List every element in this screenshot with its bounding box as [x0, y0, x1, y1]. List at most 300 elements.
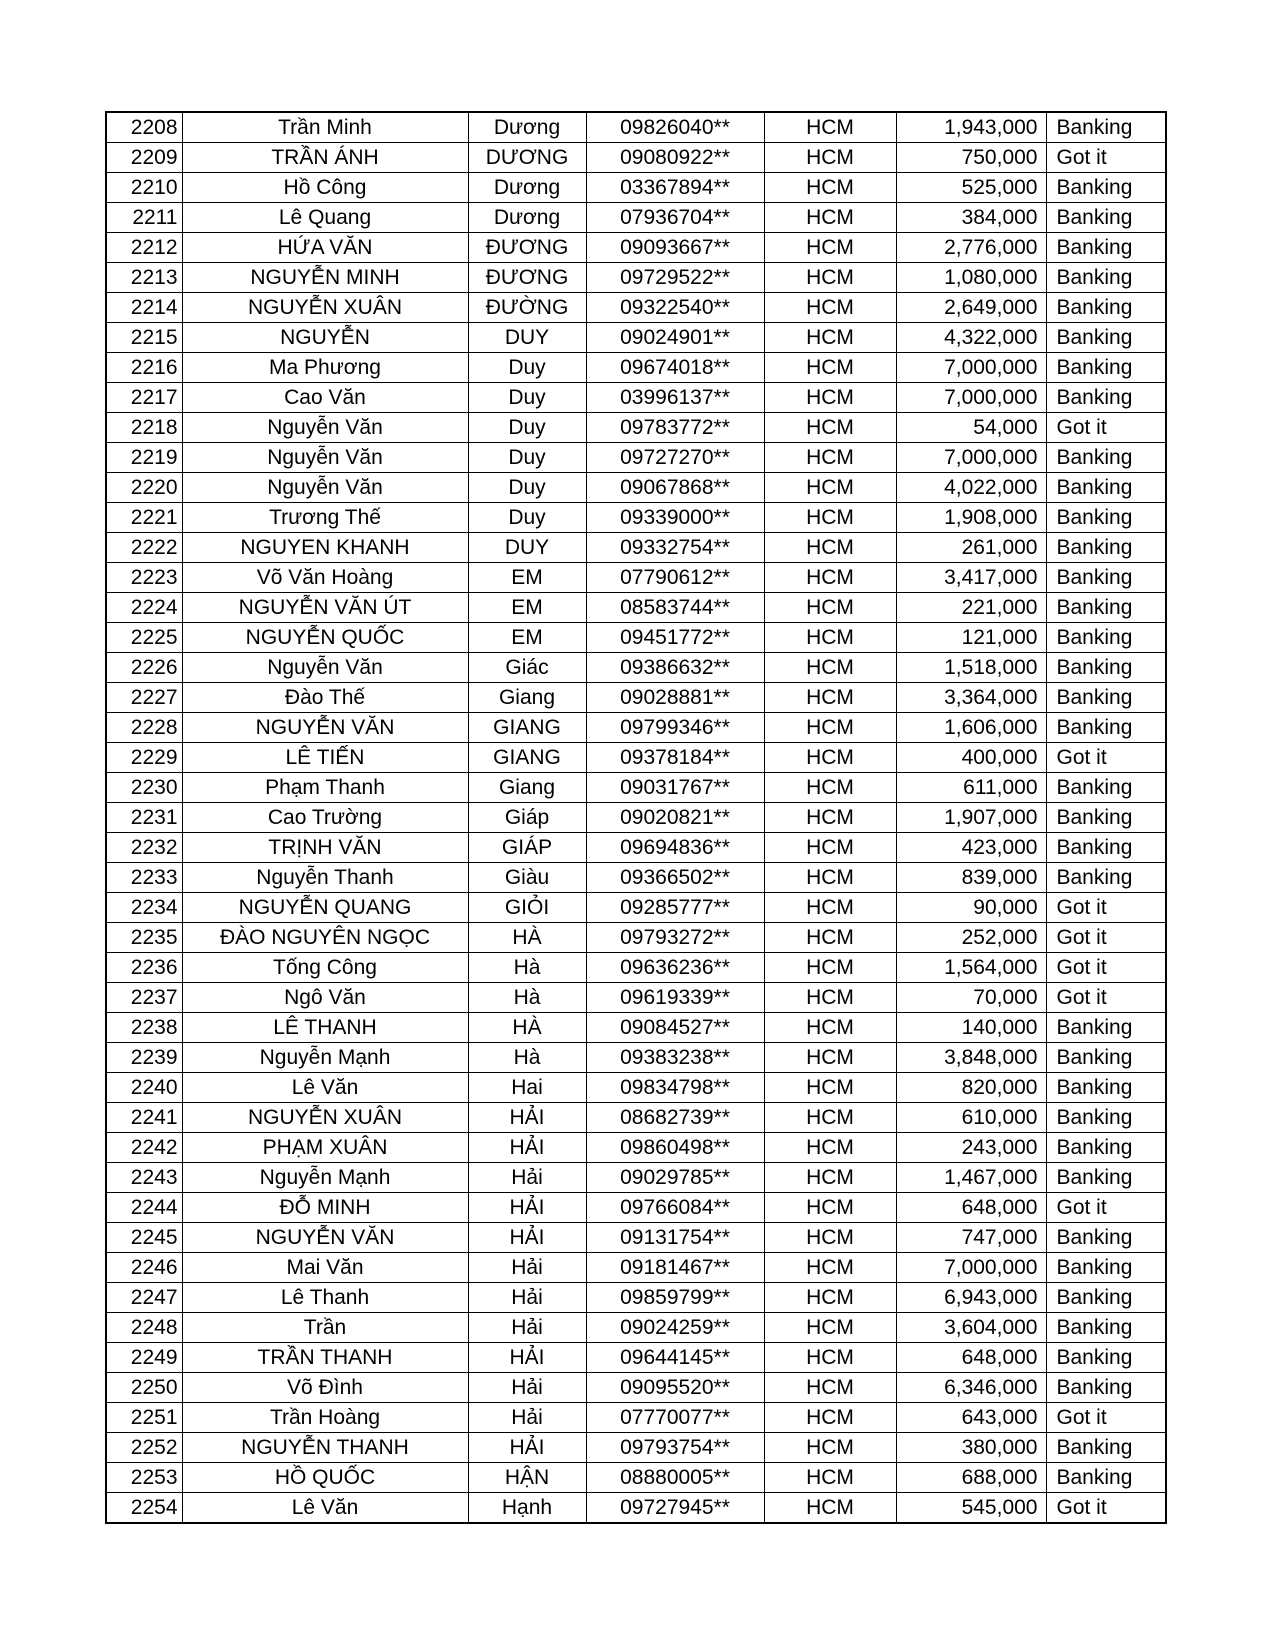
last-name-cell: EM [468, 593, 586, 623]
phone-cell: 09674018** [586, 353, 764, 383]
city-cell: HCM [764, 1103, 896, 1133]
payment-method-cell: Banking [1046, 623, 1166, 653]
table-row [106, 1433, 1166, 1463]
amount-cell: 610,000 [896, 1103, 1046, 1133]
last-name-cell: HẢI [468, 1133, 586, 1163]
city-cell: HCM [764, 1253, 896, 1283]
phone-cell: 09799346** [586, 713, 764, 743]
last-name-cell: Giang [468, 773, 586, 803]
phone-cell: 09020821** [586, 803, 764, 833]
table-row [106, 953, 1166, 983]
row-number-cell: 2227 [106, 683, 182, 713]
first-name-cell: NGUYỄN MINH [182, 263, 468, 293]
amount-cell: 1,080,000 [896, 263, 1046, 293]
city-cell: HCM [764, 173, 896, 203]
table-row [106, 593, 1166, 623]
table-row [106, 383, 1166, 413]
phone-cell: 09793754** [586, 1433, 764, 1463]
table-row [106, 1403, 1166, 1433]
row-number-cell: 2254 [106, 1493, 182, 1524]
payment-method-cell: Banking [1046, 593, 1166, 623]
phone-cell: 09339000** [586, 503, 764, 533]
row-number-cell: 2214 [106, 293, 182, 323]
last-name-cell: Duy [468, 443, 586, 473]
phone-cell: 09727945** [586, 1493, 764, 1524]
last-name-cell: Duy [468, 413, 586, 443]
row-number-cell: 2253 [106, 1463, 182, 1493]
amount-cell: 643,000 [896, 1403, 1046, 1433]
amount-cell: 648,000 [896, 1343, 1046, 1373]
payment-method-cell: Banking [1046, 1223, 1166, 1253]
amount-cell: 6,943,000 [896, 1283, 1046, 1313]
last-name-cell: Duy [468, 473, 586, 503]
phone-cell: 08880005** [586, 1463, 764, 1493]
payment-method-cell: Banking [1046, 863, 1166, 893]
amount-cell: 1,518,000 [896, 653, 1046, 683]
phone-cell: 09080922** [586, 143, 764, 173]
city-cell: HCM [764, 593, 896, 623]
payment-method-cell: Banking [1046, 1043, 1166, 1073]
row-number-cell: 2211 [106, 203, 182, 233]
phone-cell: 09131754** [586, 1223, 764, 1253]
table-row [106, 503, 1166, 533]
table-row [106, 1163, 1166, 1193]
table-body [106, 112, 1166, 1523]
payment-method-cell: Banking [1046, 1313, 1166, 1343]
table-row [106, 743, 1166, 773]
table-row [106, 893, 1166, 923]
phone-cell: 09619339** [586, 983, 764, 1013]
last-name-cell: Hải [468, 1313, 586, 1343]
first-name-cell: NGUYỄN VĂN [182, 713, 468, 743]
amount-cell: 6,346,000 [896, 1373, 1046, 1403]
amount-cell: 384,000 [896, 203, 1046, 233]
city-cell: HCM [764, 533, 896, 563]
row-number-cell: 2210 [106, 173, 182, 203]
first-name-cell: NGUYỄN XUÂN [182, 1103, 468, 1133]
phone-cell: 09031767** [586, 773, 764, 803]
amount-cell: 750,000 [896, 143, 1046, 173]
phone-cell: 09095520** [586, 1373, 764, 1403]
payment-method-cell: Banking [1046, 653, 1166, 683]
row-number-cell: 2236 [106, 953, 182, 983]
row-number-cell: 2241 [106, 1103, 182, 1133]
city-cell: HCM [764, 443, 896, 473]
first-name-cell: Phạm Thanh [182, 773, 468, 803]
last-name-cell: HÀ [468, 1013, 586, 1043]
last-name-cell: Dương [468, 203, 586, 233]
first-name-cell: HỒ QUỐC [182, 1463, 468, 1493]
last-name-cell: HẬN [468, 1463, 586, 1493]
table-row [106, 863, 1166, 893]
phone-cell: 09783772** [586, 413, 764, 443]
first-name-cell: Cao Văn [182, 383, 468, 413]
table-row [106, 1343, 1166, 1373]
phone-cell: 09093667** [586, 233, 764, 263]
city-cell: HCM [764, 923, 896, 953]
last-name-cell: ĐƯỜNG [468, 293, 586, 323]
city-cell: HCM [764, 233, 896, 263]
amount-cell: 839,000 [896, 863, 1046, 893]
phone-cell: 09386632** [586, 653, 764, 683]
row-number-cell: 2209 [106, 143, 182, 173]
last-name-cell: EM [468, 563, 586, 593]
phone-cell: 03996137** [586, 383, 764, 413]
last-name-cell: Duy [468, 383, 586, 413]
row-number-cell: 2231 [106, 803, 182, 833]
payment-method-cell: Banking [1046, 353, 1166, 383]
row-number-cell: 2230 [106, 773, 182, 803]
city-cell: HCM [764, 1043, 896, 1073]
amount-cell: 140,000 [896, 1013, 1046, 1043]
payment-method-cell: Banking [1046, 773, 1166, 803]
phone-cell: 07936704** [586, 203, 764, 233]
last-name-cell: Giác [468, 653, 586, 683]
last-name-cell: HẢI [468, 1103, 586, 1133]
city-cell: HCM [764, 112, 896, 143]
payment-method-cell: Banking [1046, 1463, 1166, 1493]
row-number-cell: 2216 [106, 353, 182, 383]
phone-cell: 09729522** [586, 263, 764, 293]
amount-cell: 1,943,000 [896, 112, 1046, 143]
city-cell: HCM [764, 1403, 896, 1433]
payment-method-cell: Banking [1046, 1373, 1166, 1403]
row-number-cell: 2218 [106, 413, 182, 443]
payment-method-cell: Banking [1046, 112, 1166, 143]
table-row [106, 653, 1166, 683]
table-row [106, 983, 1166, 1013]
row-number-cell: 2251 [106, 1403, 182, 1433]
phone-cell: 09859799** [586, 1283, 764, 1313]
row-number-cell: 2222 [106, 533, 182, 563]
city-cell: HCM [764, 953, 896, 983]
phone-cell: 09332754** [586, 533, 764, 563]
phone-cell: 09024259** [586, 1313, 764, 1343]
last-name-cell: Hạnh [468, 1493, 586, 1524]
first-name-cell: NGUYỄN QUANG [182, 893, 468, 923]
first-name-cell: Nguyễn Văn [182, 473, 468, 503]
last-name-cell: GIÁP [468, 833, 586, 863]
table-row [106, 1463, 1166, 1493]
amount-cell: 90,000 [896, 893, 1046, 923]
row-number-cell: 2252 [106, 1433, 182, 1463]
row-number-cell: 2246 [106, 1253, 182, 1283]
phone-cell: 09860498** [586, 1133, 764, 1163]
last-name-cell: Hải [468, 1283, 586, 1313]
amount-cell: 3,848,000 [896, 1043, 1046, 1073]
payment-method-cell: Banking [1046, 533, 1166, 563]
city-cell: HCM [764, 1133, 896, 1163]
city-cell: HCM [764, 143, 896, 173]
amount-cell: 2,776,000 [896, 233, 1046, 263]
table-row [106, 563, 1166, 593]
first-name-cell: TRẦN ÁNH [182, 143, 468, 173]
payment-method-cell: Banking [1046, 1343, 1166, 1373]
payment-method-cell: Got it [1046, 983, 1166, 1013]
amount-cell: 221,000 [896, 593, 1046, 623]
amount-cell: 261,000 [896, 533, 1046, 563]
table-row [106, 353, 1166, 383]
last-name-cell: GIANG [468, 713, 586, 743]
first-name-cell: Võ Đình [182, 1373, 468, 1403]
table-row [106, 833, 1166, 863]
phone-cell: 09636236** [586, 953, 764, 983]
payment-method-cell: Banking [1046, 803, 1166, 833]
first-name-cell: Ngô Văn [182, 983, 468, 1013]
payment-method-cell: Got it [1046, 893, 1166, 923]
city-cell: HCM [764, 1463, 896, 1493]
table-row [106, 1253, 1166, 1283]
payment-method-cell: Banking [1046, 1073, 1166, 1103]
phone-cell: 09181467** [586, 1253, 764, 1283]
first-name-cell: NGUYEN KHANH [182, 533, 468, 563]
city-cell: HCM [764, 1223, 896, 1253]
amount-cell: 2,649,000 [896, 293, 1046, 323]
payment-method-cell: Got it [1046, 1193, 1166, 1223]
phone-cell: 03367894** [586, 173, 764, 203]
row-number-cell: 2249 [106, 1343, 182, 1373]
city-cell: HCM [764, 833, 896, 863]
row-number-cell: 2247 [106, 1283, 182, 1313]
row-number-cell: 2224 [106, 593, 182, 623]
first-name-cell: NGUYỄN THANH [182, 1433, 468, 1463]
phone-cell: 09766084** [586, 1193, 764, 1223]
first-name-cell: Trần [182, 1313, 468, 1343]
phone-cell: 09451772** [586, 623, 764, 653]
last-name-cell: Dương [468, 173, 586, 203]
amount-cell: 3,604,000 [896, 1313, 1046, 1343]
table-row [106, 1283, 1166, 1313]
first-name-cell: Lê Văn [182, 1493, 468, 1524]
city-cell: HCM [764, 1373, 896, 1403]
first-name-cell: Nguyễn Văn [182, 443, 468, 473]
payment-method-cell: Banking [1046, 1163, 1166, 1193]
table-row [106, 1493, 1166, 1524]
payment-method-cell: Banking [1046, 1433, 1166, 1463]
first-name-cell: TRỊNH VĂN [182, 833, 468, 863]
amount-cell: 747,000 [896, 1223, 1046, 1253]
city-cell: HCM [764, 893, 896, 923]
last-name-cell: Hai [468, 1073, 586, 1103]
amount-cell: 1,908,000 [896, 503, 1046, 533]
payment-method-cell: Banking [1046, 1283, 1166, 1313]
table-row [106, 1133, 1166, 1163]
last-name-cell: Hải [468, 1253, 586, 1283]
amount-cell: 7,000,000 [896, 353, 1046, 383]
last-name-cell: GIANG [468, 743, 586, 773]
amount-cell: 1,564,000 [896, 953, 1046, 983]
first-name-cell: NGUYỄN XUÂN [182, 293, 468, 323]
city-cell: HCM [764, 653, 896, 683]
last-name-cell: Hải [468, 1373, 586, 1403]
payment-method-cell: Banking [1046, 263, 1166, 293]
first-name-cell: PHẠM XUÂN [182, 1133, 468, 1163]
city-cell: HCM [764, 203, 896, 233]
first-name-cell: HỨA VĂN [182, 233, 468, 263]
first-name-cell: Trần Hoàng [182, 1403, 468, 1433]
first-name-cell: Ma Phương [182, 353, 468, 383]
last-name-cell: Hà [468, 953, 586, 983]
row-number-cell: 2221 [106, 503, 182, 533]
table-row [106, 1043, 1166, 1073]
row-number-cell: 2225 [106, 623, 182, 653]
amount-cell: 1,907,000 [896, 803, 1046, 833]
last-name-cell: HẢI [468, 1343, 586, 1373]
city-cell: HCM [764, 383, 896, 413]
row-number-cell: 2223 [106, 563, 182, 593]
payment-method-cell: Got it [1046, 953, 1166, 983]
phone-cell: 09029785** [586, 1163, 764, 1193]
last-name-cell: Hà [468, 1043, 586, 1073]
amount-cell: 4,022,000 [896, 473, 1046, 503]
phone-cell: 09694836** [586, 833, 764, 863]
first-name-cell: Hồ Công [182, 173, 468, 203]
row-number-cell: 2235 [106, 923, 182, 953]
payment-method-cell: Banking [1046, 1133, 1166, 1163]
payment-method-cell: Banking [1046, 683, 1166, 713]
amount-cell: 252,000 [896, 923, 1046, 953]
city-cell: HCM [764, 863, 896, 893]
row-number-cell: 2217 [106, 383, 182, 413]
phone-cell: 08583744** [586, 593, 764, 623]
payment-method-cell: Banking [1046, 713, 1166, 743]
row-number-cell: 2232 [106, 833, 182, 863]
phone-cell: 09727270** [586, 443, 764, 473]
last-name-cell: EM [468, 623, 586, 653]
city-cell: HCM [764, 1283, 896, 1313]
phone-cell: 09644145** [586, 1343, 764, 1373]
row-number-cell: 2208 [106, 112, 182, 143]
payment-method-cell: Banking [1046, 173, 1166, 203]
table-row [106, 713, 1166, 743]
row-number-cell: 2237 [106, 983, 182, 1013]
last-name-cell: Dương [468, 112, 586, 143]
first-name-cell: Trần Minh [182, 112, 468, 143]
phone-cell: 09322540** [586, 293, 764, 323]
table-row [106, 1223, 1166, 1253]
first-name-cell: ĐÀO NGUYÊN NGỌC [182, 923, 468, 953]
amount-cell: 648,000 [896, 1193, 1046, 1223]
row-number-cell: 2248 [106, 1313, 182, 1343]
table-row [106, 1373, 1166, 1403]
city-cell: HCM [764, 713, 896, 743]
row-number-cell: 2234 [106, 893, 182, 923]
last-name-cell: HẢI [468, 1193, 586, 1223]
table-row [106, 533, 1166, 563]
table-row [106, 233, 1166, 263]
first-name-cell: Nguyễn Thanh [182, 863, 468, 893]
table-row [106, 923, 1166, 953]
amount-cell: 7,000,000 [896, 1253, 1046, 1283]
payment-method-cell: Banking [1046, 563, 1166, 593]
first-name-cell: Mai Văn [182, 1253, 468, 1283]
first-name-cell: Nguyễn Văn [182, 653, 468, 683]
phone-cell: 09084527** [586, 1013, 764, 1043]
phone-cell: 08682739** [586, 1103, 764, 1133]
last-name-cell: Giàu [468, 863, 586, 893]
table-row [106, 173, 1166, 203]
first-name-cell: Võ Văn Hoàng [182, 563, 468, 593]
amount-cell: 3,364,000 [896, 683, 1046, 713]
first-name-cell: TRẦN THANH [182, 1343, 468, 1373]
phone-cell: 09366502** [586, 863, 764, 893]
table-row [106, 1313, 1166, 1343]
last-name-cell: Duy [468, 353, 586, 383]
payment-method-cell: Got it [1046, 143, 1166, 173]
amount-cell: 3,417,000 [896, 563, 1046, 593]
city-cell: HCM [764, 323, 896, 353]
last-name-cell: Duy [468, 503, 586, 533]
first-name-cell: NGUYỄN VĂN ÚT [182, 593, 468, 623]
city-cell: HCM [764, 743, 896, 773]
city-cell: HCM [764, 503, 896, 533]
row-number-cell: 2228 [106, 713, 182, 743]
first-name-cell: Trương Thế [182, 503, 468, 533]
table-row [106, 413, 1166, 443]
last-name-cell: Hải [468, 1403, 586, 1433]
payment-method-cell: Banking [1046, 233, 1166, 263]
phone-cell: 09285777** [586, 893, 764, 923]
amount-cell: 70,000 [896, 983, 1046, 1013]
city-cell: HCM [764, 683, 896, 713]
first-name-cell: Nguyễn Mạnh [182, 1163, 468, 1193]
last-name-cell: HẢI [468, 1223, 586, 1253]
payment-method-cell: Got it [1046, 1493, 1166, 1524]
payment-method-cell: Banking [1046, 473, 1166, 503]
payment-method-cell: Got it [1046, 1403, 1166, 1433]
table-row [106, 143, 1166, 173]
city-cell: HCM [764, 1193, 896, 1223]
amount-cell: 423,000 [896, 833, 1046, 863]
first-name-cell: LÊ THANH [182, 1013, 468, 1043]
row-number-cell: 2215 [106, 323, 182, 353]
last-name-cell: DƯƠNG [468, 143, 586, 173]
amount-cell: 820,000 [896, 1073, 1046, 1103]
phone-cell: 09834798** [586, 1073, 764, 1103]
table-row [106, 623, 1166, 653]
amount-cell: 54,000 [896, 413, 1046, 443]
last-name-cell: ĐƯƠNG [468, 263, 586, 293]
payment-method-cell: Banking [1046, 203, 1166, 233]
first-name-cell: NGUYỄN VĂN [182, 1223, 468, 1253]
phone-cell: 09383238** [586, 1043, 764, 1073]
city-cell: HCM [764, 623, 896, 653]
row-number-cell: 2250 [106, 1373, 182, 1403]
last-name-cell: GIỎI [468, 893, 586, 923]
table-row [106, 112, 1166, 143]
phone-cell: 09793272** [586, 923, 764, 953]
last-name-cell: DUY [468, 533, 586, 563]
city-cell: HCM [764, 293, 896, 323]
winners-table [105, 111, 1167, 1524]
row-number-cell: 2226 [106, 653, 182, 683]
city-cell: HCM [764, 563, 896, 593]
table-row [106, 1073, 1166, 1103]
phone-cell: 09378184** [586, 743, 764, 773]
city-cell: HCM [764, 473, 896, 503]
table-row [106, 443, 1166, 473]
row-number-cell: 2220 [106, 473, 182, 503]
first-name-cell: Tống Công [182, 953, 468, 983]
table-row [106, 323, 1166, 353]
last-name-cell: HÀ [468, 923, 586, 953]
last-name-cell: ĐƯƠNG [468, 233, 586, 263]
payment-method-cell: Got it [1046, 923, 1166, 953]
last-name-cell: Giang [468, 683, 586, 713]
table-row [106, 1193, 1166, 1223]
payment-method-cell: Banking [1046, 383, 1166, 413]
row-number-cell: 2229 [106, 743, 182, 773]
